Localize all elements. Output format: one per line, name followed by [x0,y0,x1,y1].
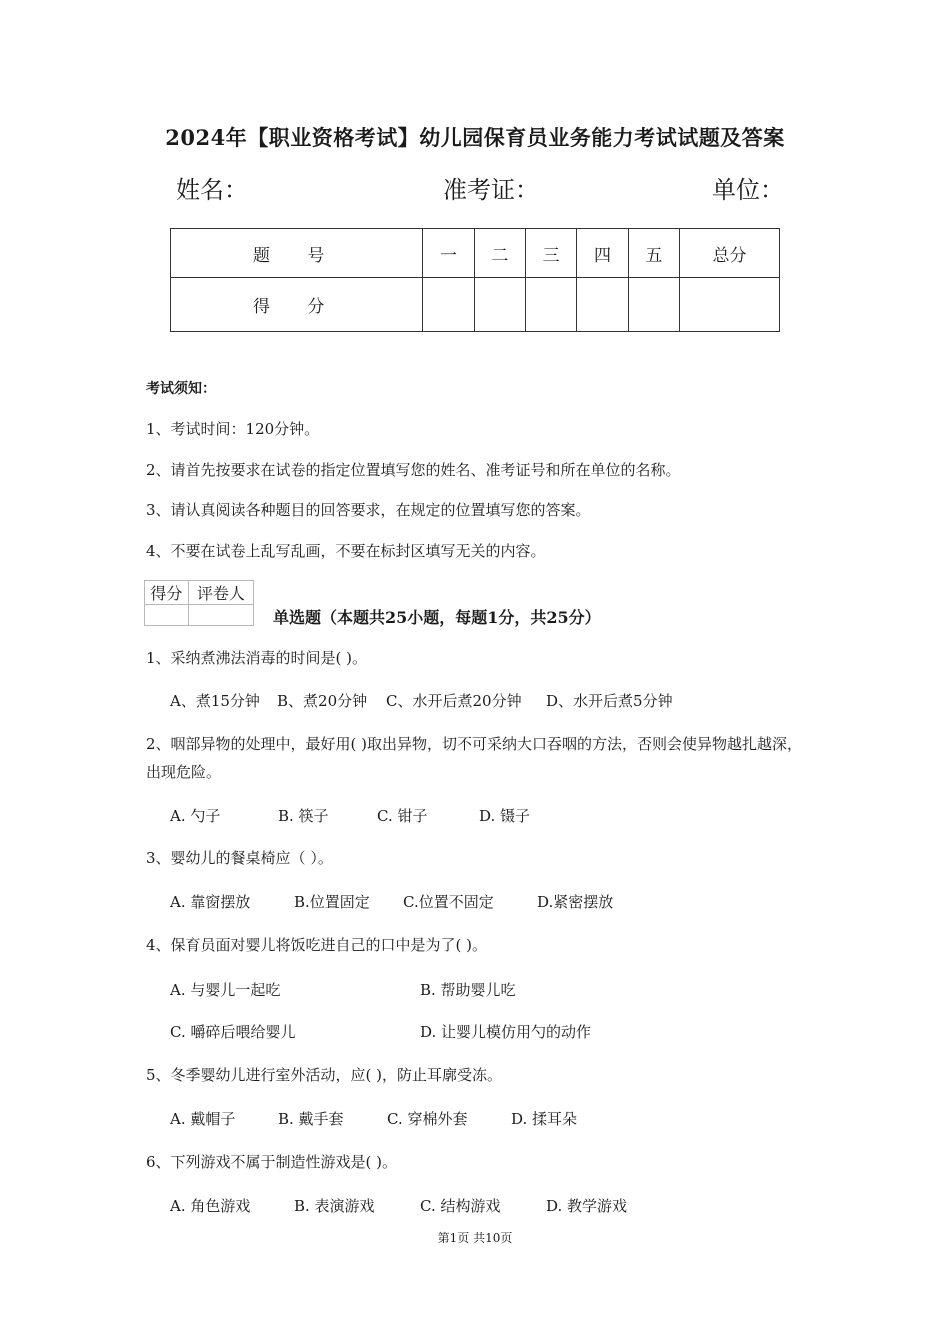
option: A. 靠窗摆放 [170,893,251,911]
option: C. 钳子 [377,807,428,825]
question-stem: 5、冬季婴幼儿进行室外活动，应( )，防止耳廓受冻。 [146,1066,503,1084]
question-stem: 2、咽部异物的处理中，最好用( )取出异物，切不可采纳大口吞咽的方法，否则会使异物越扎越深，出现危险。 [146,735,803,781]
exam-id-label: 准考证： [443,176,539,204]
option: C. 穿棉外套 [387,1110,468,1128]
question-stem: 6、下列游戏不属于制造性游戏是( )。 [146,1153,398,1171]
grader-name-label: 评卷人 [188,581,253,605]
option: C.位置不固定 [403,893,494,911]
section-1-header: 一 [423,229,474,278]
notice-item: 2、请首先按要求在试卷的指定位置填写您的姓名、准考证号和所在单位的名称。 [146,461,681,479]
name-label: 姓名： [176,176,248,204]
option: A. 角色游戏 [170,1197,251,1215]
option: B. 筷子 [278,807,329,825]
option: A、煮15分钟 [170,692,260,710]
option: C. 结构游戏 [420,1197,501,1215]
page-footer: 第1页 共10页 [437,1231,513,1245]
score-cell[interactable] [526,278,577,332]
option: A. 与婴儿一起吃 [170,981,281,999]
option: D、水开后煮5分钟 [546,692,673,710]
grader-box [144,580,254,626]
option: D. 教学游戏 [546,1197,628,1215]
candidate-fields [0,170,950,206]
option: C. 嚼碎后喂给婴儿 [170,1023,296,1041]
grader-score-label: 得分 [145,581,189,605]
option: D.紧密摆放 [537,893,614,911]
total-score-cell[interactable] [680,278,780,332]
option: B.位置固定 [294,893,370,911]
option: D. 让婴儿模仿用勺的动作 [420,1023,592,1041]
grader-name-cell[interactable] [188,605,253,626]
option: A. 戴帽子 [170,1110,236,1128]
grader-score-cell[interactable] [145,605,189,626]
section-title: 单选题（本题共25小题，每题1分，共25分） [273,608,601,627]
option: B、煮20分钟 [277,692,368,710]
question-stem: 4、保育员面对婴儿将饭吃进自己的口中是为了( )。 [146,936,488,954]
option: B. 戴手套 [278,1110,344,1128]
score-cell[interactable] [423,278,474,332]
option: D. 揉耳朵 [511,1110,578,1128]
option: A. 勺子 [170,807,221,825]
section-2-header: 二 [474,229,525,278]
total-header: 总分 [680,229,780,278]
question-stem: 3、婴幼儿的餐桌椅应（ ）。 [146,849,333,867]
score-cell[interactable] [628,278,679,332]
page-title: 2024年【职业资格考试】幼儿园保育员业务能力考试试题及答案 [165,125,785,150]
notice-title: 考试须知： [146,381,216,397]
score-cell[interactable] [577,278,628,332]
section-3-header: 三 [526,229,577,278]
section-4-header: 四 [577,229,628,278]
option: C、水开后煮20分钟 [386,692,522,710]
question-number-label: 题 号 [171,229,423,278]
score-table-header-row [171,229,780,278]
question-stem: 1、采纳煮沸法消毒的时间是( )。 [146,649,368,667]
unit-label: 单位： [712,176,784,204]
notice-item: 4、不要在试卷上乱写乱画，不要在标封区填写无关的内容。 [146,542,546,560]
option: D. 镊子 [479,807,531,825]
score-table-score-row [171,278,780,332]
notice-item: 1、考试时间：120分钟。 [146,420,320,438]
option: B. 帮助婴儿吃 [420,981,516,999]
score-label: 得 分 [171,278,423,332]
notice-item: 3、请认真阅读各种题目的回答要求，在规定的位置填写您的答案。 [146,501,591,519]
option: B. 表演游戏 [294,1197,375,1215]
score-table [170,228,780,332]
section-5-header: 五 [628,229,679,278]
score-cell[interactable] [474,278,525,332]
